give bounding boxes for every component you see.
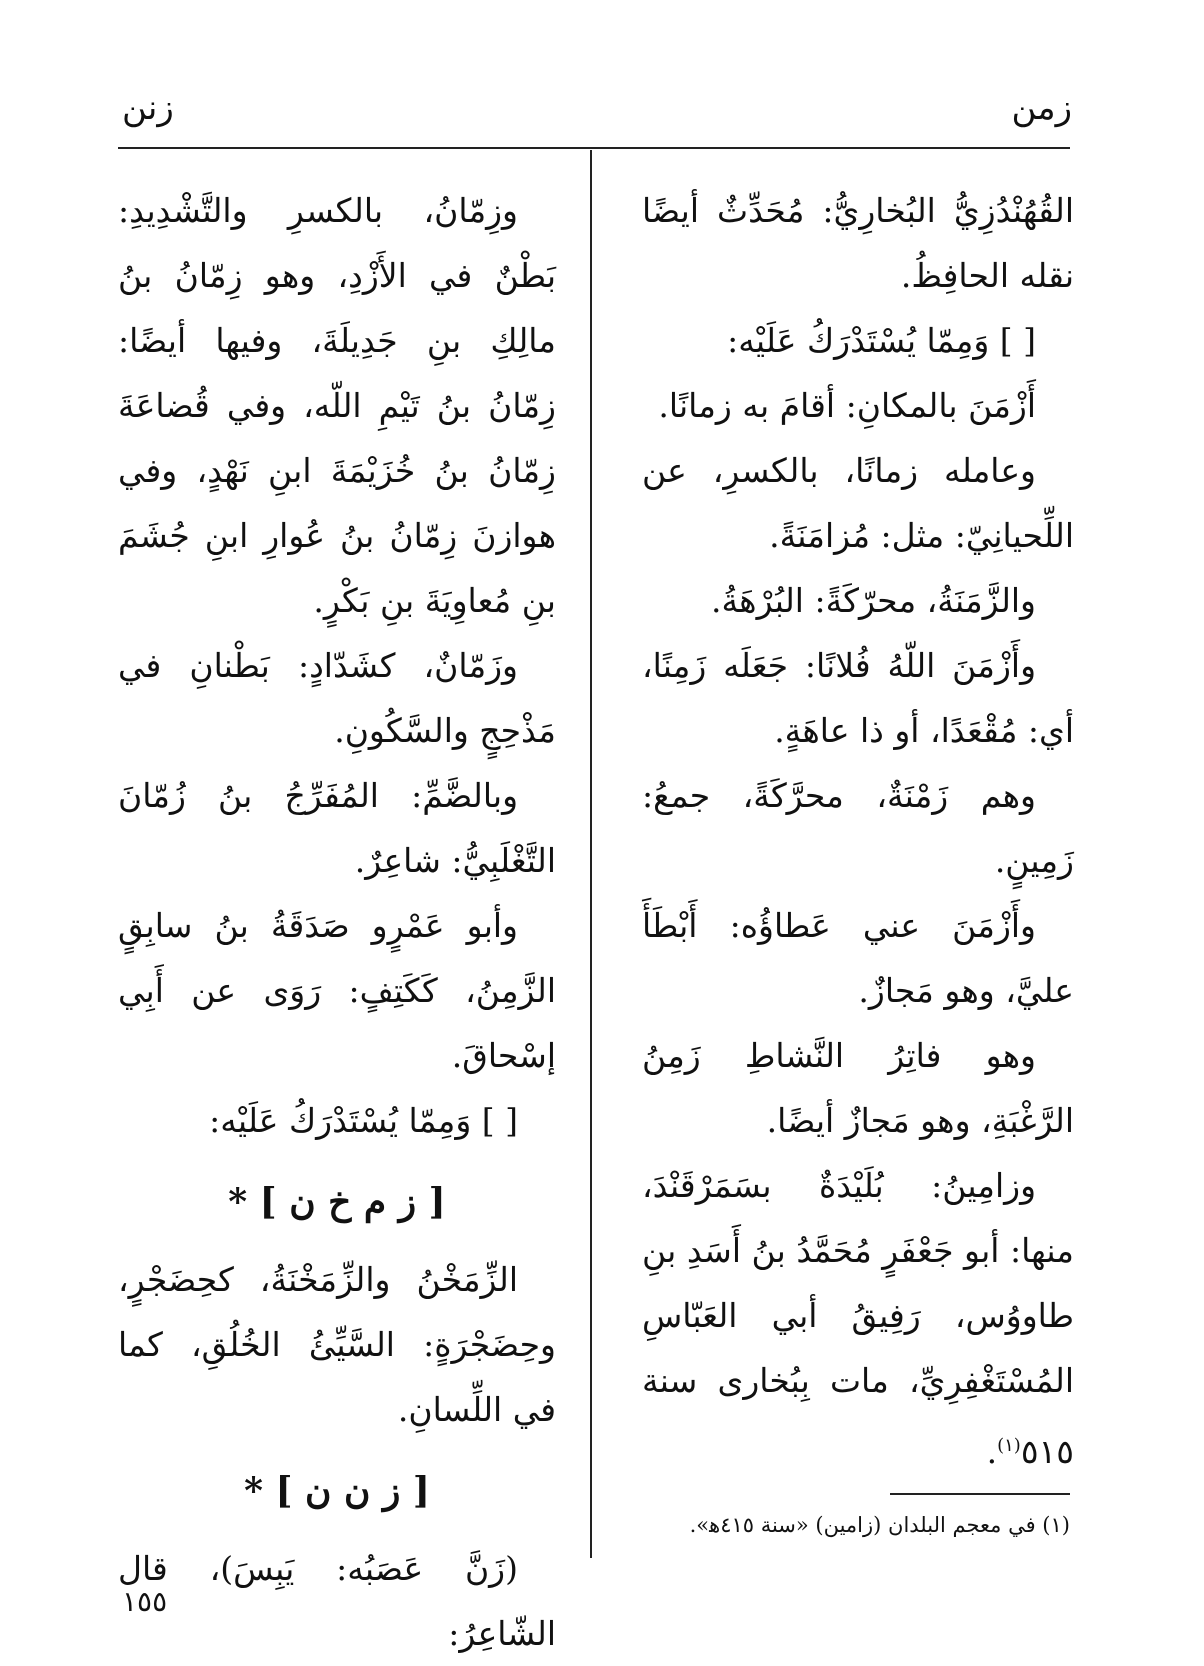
right-column bbox=[642, 178, 1074, 1484]
left-column bbox=[118, 178, 556, 1666]
entry-text: وزامِينُ: بُلَيْدَةٌ بسَمَرْقَنْدَ، منها: أبو جَعْفَرٍ مُحَمَّدُ بنُ أَسَدِ بنِ طاووُس، رَفِيقُ أبي العَبّاسِ المُسْتَغْفِرِيِّ، مات بِبُخارى سنة ٥١٥ bbox=[642, 1166, 1074, 1471]
footnote-marker: (١) bbox=[997, 1435, 1021, 1456]
entry-paragraph: [ ] وَمِمّا يُسْتَدْرَكُ عَلَيْه: bbox=[727, 321, 1036, 360]
entry-paragraph: وأَزْمَنَ اللّهُ فُلانًا: جَعَلَه زَمِنًا، أي: مُقْعَدًا، أو ذا عاهَةٍ. bbox=[642, 646, 1074, 750]
entry-paragraph: وزامِينُ: بُلَيْدَةٌ بسَمَرْقَنْدَ، منها: أبو جَعْفَرٍ مُحَمَّدُ بنُ أَسَدِ بنِ طاووُس، رَفِيقُ أبي العَبّاسِ المُسْتَغْفِرِيِّ، مات بِبُخارى سنة ٥١٥$^{(١)}$. bbox=[642, 1166, 1074, 1471]
entry-paragraph: والزَّمَنَةُ، محرّكَةً: البُرْهَةُ. bbox=[710, 581, 1036, 620]
running-header-right: زمن bbox=[1011, 88, 1072, 128]
entry-paragraph: وعامله زمانًا، بالكسرِ، عن اللِّحيانِيّ: مثل: مُزامَنَةً. bbox=[642, 451, 1074, 555]
entry-paragraph: [ ] وَمِمّا يُسْتَدْرَكُ عَلَيْه: bbox=[209, 1101, 518, 1140]
entry-heading: [ ز م خ ن ] * bbox=[228, 1181, 446, 1223]
footnote: (١) في معجم البلدان (زامين) «سنة ٤١٥ﻫ». bbox=[689, 1513, 1070, 1537]
entry-paragraph: وهو فاتِرُ النَّشاطِ زَمِنُ الرَّغْبَةِ، وهو مَجازٌ أيضًا. bbox=[642, 1036, 1074, 1140]
entry-paragraph: وزَمّانٌ، كشَدّادٍ: بَطْنانِ في مَذْحِجٍ والسَّكُونِ. bbox=[118, 646, 556, 750]
entry-paragraph: وزِمّانُ، بالكسرِ والتَّشْدِيدِ: بَطْنٌ في الأَزْدِ، وهو زِمّانُ بنُ مالِكِ بنِ جَدِيلَةَ، وفيها أيضًا: زِمّانُ بنُ تَيْمِ اللّه، وفي قُضاعَةَ زِمّانُ بنُ خُزَيْمَةَ ابنِ نَهْدٍ، وفي هوازنَ زِمّانُ بنُ عُوارِ ابنِ جُشَمَ بنِ مُعاوِيَةَ بنِ بَكْرٍ. bbox=[118, 191, 556, 620]
entry-paragraph: وأَزْمَنَ عني عَطاؤُه: أَبْطَأَ عليَّ، وهو مَجازٌ. bbox=[642, 906, 1074, 1010]
page-number: ١٥٥ bbox=[122, 1585, 168, 1618]
entry-paragraph: القُهُنْدُزِيُّ البُخارِيُّ: مُحَدِّثٌ أيضًا نقله الحافِظُ. bbox=[642, 191, 1074, 295]
entry-paragraph: وأبو عَمْرٍو صَدَقَةُ بنُ سابِقٍ الزَّمِنُ، كَكَتِفٍ: رَوَى عن أَبِي إسْحاقَ. bbox=[118, 906, 556, 1075]
column-divider bbox=[590, 150, 592, 1558]
entry-paragraph: وبالضَّمِّ: المُفَرِّجُ بنُ زُمّانَ التَّغْلَبِيُّ: شاعِرٌ. bbox=[118, 776, 556, 880]
entry-paragraph: وهم زَمْنَةٌ، محرَّكَةً، جمعُ: زَمِينٍ. bbox=[642, 776, 1074, 880]
entry-heading: [ ز ن ن ] * bbox=[244, 1470, 430, 1512]
header-rule bbox=[118, 147, 1070, 149]
entry-paragraph: (زَنَّ عَصَبُه: يَبِسَ)، قال الشّاعِرُ: bbox=[118, 1549, 556, 1653]
footnote-rule bbox=[890, 1493, 1070, 1495]
running-header-left: زنن bbox=[122, 88, 174, 128]
entry-paragraph: أَزْمَنَ بالمكانِ: أقامَ به زمانًا. bbox=[658, 386, 1036, 425]
entry-paragraph: الزِّمَخْنُ والزِّمَخْنَةُ، كحِضَجْرٍ، وحِضَجْرَةٍ: السَّيِّئُ الخُلُقِ، كما في اللِّسانِ. bbox=[118, 1260, 556, 1429]
